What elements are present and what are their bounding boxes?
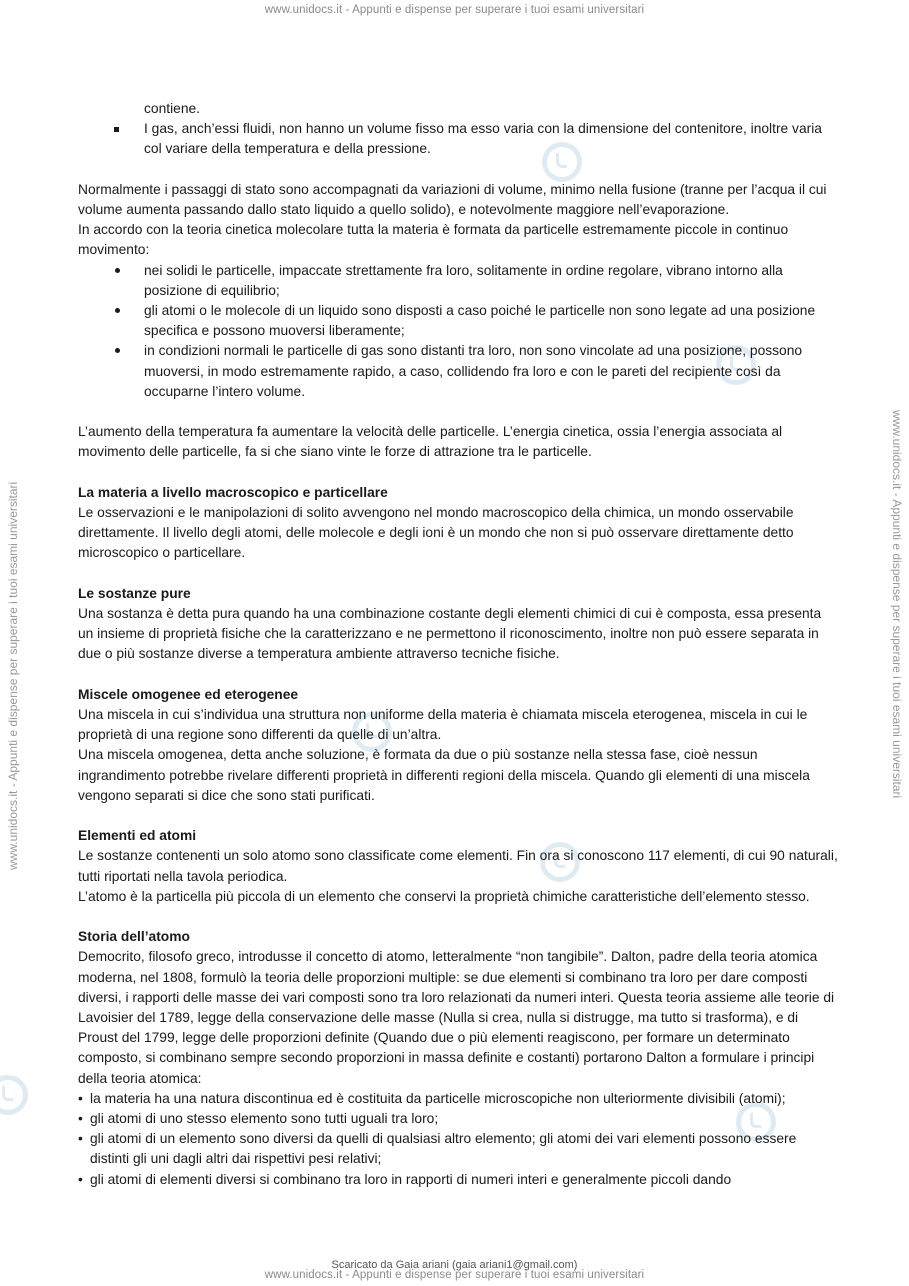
intro-continuation: contiene. (144, 101, 200, 116)
list-item (78, 119, 838, 159)
round-bullet-icon (115, 268, 120, 273)
passaggi-paragraph-3: L’aumento della temperatura fa aumentare la velocità delle particelle. L’energia cinetica, ossia l’energia associata al movimento delle particelle, fa si che siano vinte le forze di attrazione tra le particelle. (78, 424, 783, 460)
bullet-icon: • (78, 1131, 83, 1147)
passaggi-paragraph-2: In accordo con la teoria cinetica molecolare tutta la materia è formata da particelle estremamente piccole in continuo movimento: (78, 222, 789, 258)
bullet-icon: • (78, 1111, 83, 1127)
side-watermark-right: www.unidocs.it - Appunti e dispense per superare i tuoi esami universitari (890, 410, 904, 799)
list-item (78, 341, 838, 402)
header-banner: www.unidocs.it - Appunti e dispense per superare i tuoi esami universitari (264, 4, 645, 16)
passaggi-paragraph-1: Normalmente i passaggi di stato sono accompagnati da variazioni di volume, minimo nella fusione (tranne per l’acqua il cui volume aumenta passando dallo stato liquido a quello solido), e notevolmente maggiore nell’evaporazione. (78, 181, 827, 217)
footer-banner: www.unidocs.it - Appunti e dispense per superare i tuoi esami universitari (264, 1269, 645, 1281)
section-title-pure: Le sostanze pure (78, 585, 191, 601)
list-item-text: in condizioni normali le particelle di gas sono distanti tra loro, non sono vincolate ad una posizione, possono muoversi, in modo estremamente rapido, a caso, collidendo fra loro e con le pareti del recipiente così da occuparne l’intero volume. (144, 343, 803, 399)
particle-list (78, 261, 838, 402)
footer-credit: Scaricato da Gaia ariani (gaia ariani1@gmail.com) (331, 1259, 578, 1271)
dalton-principles-list (78, 1089, 838, 1190)
list-item-text: la materia ha una natura discontinua ed è costituita da particelle microscopiche non ulteriormente divisibili (atomi); (90, 1090, 786, 1106)
list-item (78, 1170, 838, 1190)
section-title-miscele: Miscele omogenee ed eterogenee (78, 686, 299, 702)
list-item-text: gli atomi di uno stesso elemento sono tutti uguali tra loro; (90, 1111, 439, 1127)
list-item (78, 99, 838, 119)
bullet-icon: • (78, 1090, 83, 1106)
section-text-pure: Una sostanza è detta pura quando ha una combinazione costante degli elementi chimici di cui è composta, essa presenta un insieme di proprietà fisiche che la caratterizzano e ne permettono il riconoscimento, inoltre non può essere separata in due o più sostanze diverse a temperatura ambiente attraverso tecniche fisiche. (78, 606, 822, 662)
list-item (78, 1109, 838, 1129)
list-item (78, 261, 838, 301)
section-title-macro: La materia a livello macroscopico e particellare (78, 484, 388, 500)
list-item-text: gli atomi o le molecole di un liquido sono disposti a caso poiché le particelle non sono legate ad una posizione specifica e possono muoversi liberamente; (144, 303, 816, 339)
gas-item-text: I gas, anch’essi fluidi, non hanno un volume fisso ma esso varia con la dimensione del contenitore, inoltre varia col variare della temperatura e della pressione. (144, 121, 822, 157)
round-bullet-icon (115, 348, 120, 353)
list-item (78, 1089, 838, 1109)
list-item (78, 1129, 838, 1169)
square-bullet-icon (114, 127, 119, 132)
bullet-icon: • (78, 1171, 83, 1187)
section-text-elementi-2: L’atomo è la particella più piccola di un elemento che conservi la proprietà chimiche caratteristiche dell’elemento stesso. (78, 888, 810, 904)
section-text-elementi-1: Le sostanze contenenti un solo atomo sono classificate come elementi. Fin ora si conoscono 117 elementi, di cui 90 naturali, tutti riportati nella tavola periodica. (78, 848, 838, 884)
section-title-elementi: Elementi ed atomi (78, 828, 197, 844)
list-item-text: nei solidi le particelle, impaccate strettamente fra loro, solitamente in ordine regolare, vibrano intorno alla posizione di equilibrio; (144, 262, 783, 298)
section-text-miscele-2: Una miscela omogenea, detta anche soluzione, è formata da due o più sostanze nella stessa fase, cioè nessun ingrandimento potrebbe rivelare differenti proprietà in differenti regioni della miscela. Quando gli elementi di una miscela vengono separati si dice che sono stati purificati. (78, 747, 810, 803)
list-item (78, 301, 838, 341)
side-watermark-left: www.unidocs.it - Appunti e dispense per superare i tuoi esami universitari (6, 481, 20, 870)
section-text-macro: Le osservazioni e le manipolazioni di solito avvengono nel mondo macroscopico della chimica, un mondo osservabile direttamente. Il livello degli atomi, delle molecole e degli ioni è un mondo che non si può osservare direttamente detto microscopico o particellare. (78, 505, 794, 561)
round-bullet-icon (115, 308, 120, 313)
section-text-miscele-1: Una miscela in cui s’individua una struttura non uniforme della materia è chiamata miscela eterogenea, miscela in cui le proprietà di una regione sono differenti da quelle di un’altra. (78, 707, 808, 743)
unidocs-logo-icon (0, 1075, 28, 1115)
section-title-storia: Storia dell’atomo (78, 929, 190, 945)
fluid-list (78, 99, 838, 160)
section-text-storia: Democrito, filosofo greco, introdusse il concetto di atomo, letteralmente “non tangibile”. Dalton, padre della teoria atomica moderna, nel 1808, formulò la teoria delle proporzioni multiple: se due elementi si combinano tra loro per dare composti diversi, i rapporti delle masse dei vari composti sono tra loro relazionati da numeri interi. Questa teoria assieme alle teorie di Lavoisier del 1789, legge della conservazione delle masse (Nulla si crea, nulla si distrugge, ma tutto si trasforma), e di Proust del 1799, legge delle proporzioni definite (Quando due o più elementi reagiscono, per formare un determinato composto, si combinano sempre secondo proporzioni in massa definite e costanti) portarono Dalton a formulare i principi della teoria atomica: (78, 949, 835, 1086)
list-item-text: gli atomi di un elemento sono diversi da quelli di qualsiasi altro elemento; gli atomi dei vari elementi possono essere distinti gli uni dagli altri dai rispettivi pesi relativi; (90, 1131, 797, 1167)
document-body (78, 99, 838, 1190)
list-item-text: gli atomi di elementi diversi si combinano tra loro in rapporti di numeri interi e generalmente piccoli dando (90, 1171, 732, 1187)
